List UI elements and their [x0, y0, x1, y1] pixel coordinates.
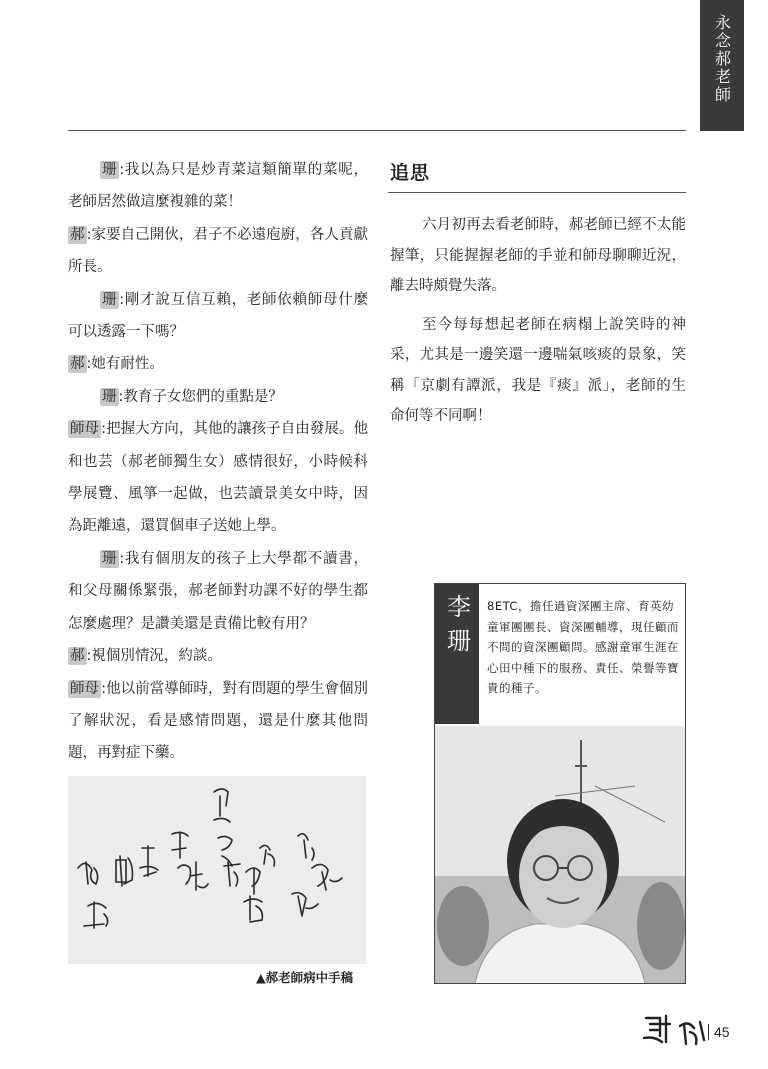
speaker-tag: 珊 [102, 550, 118, 567]
interview-column [68, 154, 368, 802]
interview-line [68, 348, 368, 380]
interview-line [68, 543, 368, 640]
page-number-separator [708, 1024, 709, 1040]
interview-line [68, 284, 368, 349]
interview-text: :我有個朋友的孩子上大學都不讀書，和父母關係緊張，郝老師對功課不好的學生都怎麼處理？是讚美還是責備比較有用？ [68, 550, 369, 632]
interview-text: :教育子女您們的重點是？ [118, 388, 283, 405]
interview-line [68, 640, 368, 672]
interview-text: :家要自己開伙，君子不必遠庖廚，各人貢獻所長。 [68, 226, 368, 276]
side-tab-label: 永念郝老師 [712, 14, 732, 104]
memorial-paragraph: 六月初再去看老師時，郝老師已經不太能握筆，只能握握老師的手並和師母聊聊近況，離去時頗覺失落。 [390, 217, 686, 294]
speaker-tag: 珊 [102, 162, 118, 178]
section-title: 追思 [390, 162, 431, 184]
interview-line [68, 413, 368, 543]
interview-line [68, 381, 368, 413]
interview-text: :她有耐性。 [86, 356, 164, 373]
speaker-tag: 師母 [70, 421, 100, 438]
interview-line [68, 154, 368, 219]
page-number: 45 [714, 1024, 730, 1040]
interview-line [68, 219, 368, 284]
memorial-column [390, 210, 686, 440]
speaker-tag: 郝 [70, 226, 85, 243]
section-divider [388, 192, 686, 193]
interview-text: :視個別情況，約談。 [86, 648, 222, 665]
author-bio: 8ETC，擔任過資深團主席、育英幼童軍團團長、資深團輔導，現任顧而不問的資深團顧問。感謝童軍生涯在心田中種下的服務、責任、榮譽等寶貴的種子。 [487, 599, 679, 695]
author-name-block [435, 584, 479, 724]
interview-text: :我以為只是炒青菜這類簡單的菜呢，老師居然做這麼複雜的菜！ [68, 162, 369, 211]
interview-text: :他以前當導師時，對有問題的學生會個別了解狀況，看是感情問題，還是什麼其他問題，再對症下藥。 [68, 680, 369, 762]
manuscript-caption: ▲郝老師病中手稿 [256, 970, 354, 985]
interview-text: :把握大方向，其他的讓孩子自由發展。他和也芸（郝老師獨生女）感情很好，小時候科學展覽、風箏一起做，也芸讀景美女中時，因為距離遠，還買個車子送她上學。 [68, 421, 369, 535]
author-photo [435, 726, 685, 984]
speaker-tag: 珊 [102, 291, 118, 308]
interview-text: :剛才說互信互賴，老師依賴師母什麼可以透露一下嗎？ [68, 291, 369, 341]
manuscript-strokes [68, 776, 366, 964]
speaker-tag: 郝 [70, 648, 85, 665]
top-divider [68, 130, 686, 131]
handwritten-manuscript-image [68, 776, 366, 964]
speaker-tag: 珊 [102, 388, 117, 405]
speaker-tag: 郝 [70, 356, 85, 373]
author-profile-box [434, 583, 686, 984]
magazine-logo-icon [640, 1012, 710, 1048]
interview-line [68, 673, 368, 770]
section-side-tab [700, 0, 744, 131]
author-name: 李珊 [442, 594, 471, 662]
speaker-tag: 師母 [70, 680, 100, 697]
memorial-paragraph: 至今每每想起老師在病榻上說笑時的神采，尤其是一邊笑還一邊喘氣咳痰的景象，笑稱「京劇有譚派，我是『痰』派」，老師的生命何等不同啊！ [390, 316, 686, 424]
